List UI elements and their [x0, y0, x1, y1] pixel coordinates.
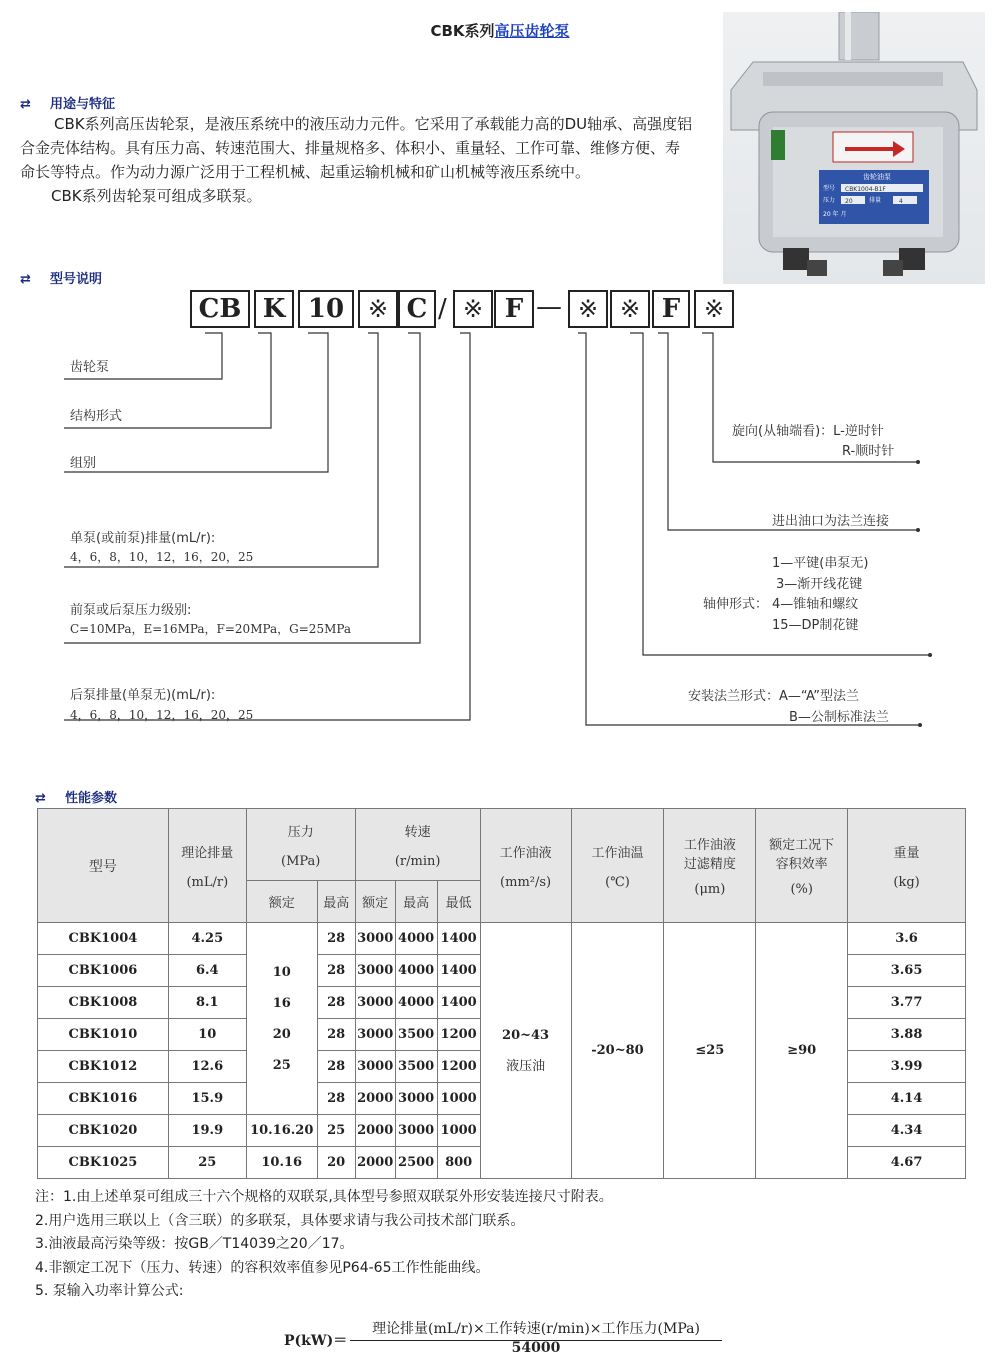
cell-weight: 3.6 — [848, 923, 966, 955]
code-box-sym-2: ※ — [453, 290, 493, 328]
cell-speed-rated: 3000 — [355, 1051, 395, 1083]
formula-lhs: P(kW)＝ — [284, 1333, 348, 1349]
cell-model: CBK1020 — [38, 1115, 169, 1147]
formula-denominator: 54000 — [511, 1340, 561, 1356]
code-box-sym-1: ※ — [358, 290, 398, 328]
note-5: 5. 泵输入功率计算公式: — [35, 1283, 184, 1299]
th-speed: 转速 (r/min) — [355, 809, 480, 881]
cell-model: CBK1008 — [38, 987, 169, 1019]
code-box-k: K — [254, 290, 294, 328]
th-temp: 工作油温 (℃) — [571, 809, 664, 923]
usage-line-2: 合金壳体结构。具有压力高、转速范围大、排量规格多、体积小、重量轻、工作可靠、维修方便、寿 — [20, 139, 681, 157]
cell-model: CBK1016 — [38, 1083, 169, 1115]
photo-model-value: CBK1004-B1F — [845, 186, 886, 193]
cell-model: CBK1010 — [38, 1019, 169, 1051]
cell-pmax: 28 — [317, 1019, 355, 1051]
photo-disp-value: 4 — [899, 198, 903, 205]
label-flange-2: B—公制标准法兰 — [789, 710, 889, 725]
usage-line-1: CBK系列高压齿轮泵，是液压系统中的液压动力元件。它采用了承载能力高的DU轴承、高强度铝 — [54, 115, 693, 133]
cell-rated-pressure: 10.16 — [246, 1147, 317, 1179]
photo-p-value: 20 — [845, 198, 853, 205]
th-filter: 工作油液 过滤精度 (μm) — [664, 809, 756, 923]
label-rotation-2: R-顺时针 — [842, 444, 895, 459]
cell-disp: 4.25 — [168, 923, 246, 955]
label-rear-disp: 后泵排量(单泵无)(mL/r): — [70, 688, 216, 703]
cell-speed-rated: 2000 — [355, 1147, 395, 1179]
label-shaft-4: 15—DP制花键 — [772, 618, 859, 633]
note-2: 2.用户选用三联以上（含三联）的多联泵，具体要求请与我公司技术部门联系。 — [35, 1212, 525, 1229]
cell-disp: 25 — [168, 1147, 246, 1179]
cell-pmax: 28 — [317, 1083, 355, 1115]
table-row — [38, 923, 966, 955]
cell-speed-min: 1000 — [437, 1115, 480, 1147]
cell-speed-max: 3500 — [395, 1019, 437, 1051]
cell-speed-min: 1200 — [437, 1019, 480, 1051]
cell-weight: 3.77 — [848, 987, 966, 1019]
cell-filter: ≤25 — [664, 923, 756, 1179]
cell-weight: 4.67 — [848, 1147, 966, 1179]
label-rotation-1: 旋向(从轴端看)：L-逆时针 — [732, 424, 884, 439]
label-pressure-grade: 前泵或后泵压力级别: — [70, 603, 192, 618]
code-box-cb: CB — [190, 290, 250, 328]
th-speed-max: 最高 — [395, 881, 437, 923]
code-dash: — — [536, 292, 562, 322]
cell-disp: 8.1 — [168, 987, 246, 1019]
cell-rated-pressure-group: 10 16 20 25 — [246, 923, 317, 1115]
cell-model: CBK1004 — [38, 923, 169, 955]
cell-pmax: 28 — [317, 1051, 355, 1083]
photo-p-label: 压力 — [823, 197, 836, 204]
th-eff: 额定工况下 容积效率 (%) — [756, 809, 848, 923]
cell-speed-max: 2500 — [395, 1147, 437, 1179]
label-single-disp: 单泵(或前泵)排量(mL/r): — [70, 531, 216, 546]
th-model: 型号 — [38, 809, 169, 923]
label-shaft-3: 4—锥轴和螺纹 — [772, 597, 859, 612]
cell-speed-max: 4000 — [395, 987, 437, 1019]
code-slash: / — [438, 294, 447, 324]
formula-numerator: 理论排量(mL/r)×工作转速(r/min)×工作压力(MPa) — [350, 1318, 722, 1341]
th-oil: 工作油液 (mm²/s) — [480, 809, 571, 923]
note-1: 注：1.由上述单泵可组成三十六个规格的双联泵,具体型号参照双联泵外形安装连接尺寸附表。 — [35, 1189, 613, 1205]
label-single-disp-vals: 4，6，8，10，12，16，20，25 — [70, 550, 254, 564]
notes — [35, 1186, 613, 1304]
cell-disp: 12.6 — [168, 1051, 246, 1083]
cell-speed-max: 4000 — [395, 955, 437, 987]
cell-disp: 19.9 — [168, 1115, 246, 1147]
title-link[interactable]: 高压齿轮泵 — [494, 22, 570, 40]
label-structure: 结构形式 — [70, 409, 123, 424]
th-disp: 理论排量 (mL/r) — [168, 809, 246, 923]
cell-pmax: 28 — [317, 987, 355, 1019]
cell-speed-rated: 3000 — [355, 987, 395, 1019]
cell-speed-max: 4000 — [395, 923, 437, 955]
cell-weight: 4.14 — [848, 1083, 966, 1115]
cell-disp: 15.9 — [168, 1083, 246, 1115]
performance-table — [37, 808, 966, 1179]
cell-disp: 6.4 — [168, 955, 246, 987]
cell-model: CBK1006 — [38, 955, 169, 987]
cell-speed-rated: 2000 — [355, 1083, 395, 1115]
cell-weight: 3.99 — [848, 1051, 966, 1083]
cell-disp: 10 — [168, 1019, 246, 1051]
model-heading-text: 型号说明 — [50, 272, 103, 287]
label-port: 进出油口为法兰连接 — [772, 514, 890, 529]
usage-line-4: CBK系列齿轮泵可组成多联泵。 — [51, 187, 262, 205]
label-rear-disp-vals: 4，6，8，10，12，16，20，25 — [70, 708, 254, 722]
cell-weight: 4.34 — [848, 1115, 966, 1147]
cell-model: CBK1025 — [38, 1147, 169, 1179]
cell-rated-pressure: 10.16.20 — [246, 1115, 317, 1147]
title-prefix: CBK系列 — [430, 22, 495, 40]
code-box-sym-4: ※ — [610, 290, 650, 328]
label-gear-pump: 齿轮泵 — [70, 360, 110, 375]
photo-disp-label: 排量 — [869, 197, 882, 204]
label-flange-1: 安装法兰形式：A—“A”型法兰 — [688, 689, 859, 704]
section-perf-heading — [35, 787, 117, 806]
cell-speed-min: 1200 — [437, 1051, 480, 1083]
photo-model-label: 型号 — [823, 185, 836, 192]
code-box-10: 10 — [298, 290, 354, 328]
cell-pmax: 20 — [317, 1147, 355, 1179]
label-shaft-1: 1—平键(串泵无) — [772, 556, 869, 571]
usage-line-3: 命长等特点。作为动力源广泛用于工程机械、起重运输机械和矿山机械等液压系统中。 — [20, 163, 591, 181]
cell-speed-min: 1400 — [437, 923, 480, 955]
note-4: 4.非额定工况下（压力、转速）的容积效率值参见P64-65工作性能曲线。 — [35, 1259, 490, 1276]
cell-pmax: 28 — [317, 955, 355, 987]
code-box-f2: F — [652, 290, 690, 328]
cell-speed-min: 1400 — [437, 987, 480, 1019]
cell-model: CBK1012 — [38, 1051, 169, 1083]
usage-heading-text: 用途与特征 — [50, 97, 116, 112]
note-3: 3.油液最高污染等级：按GB／T14039之20／17。 — [35, 1236, 354, 1252]
code-box-f1: F — [494, 290, 534, 328]
cell-speed-min: 1000 — [437, 1083, 480, 1115]
label-shaft-2: 3—渐开线花键 — [776, 577, 863, 592]
th-speed-min: 最低 — [437, 881, 480, 923]
th-pressure-max: 最高 — [317, 881, 355, 923]
cell-weight: 3.88 — [848, 1019, 966, 1051]
th-pressure-rated: 额定 — [246, 881, 317, 923]
cell-speed-min: 1400 — [437, 955, 480, 987]
cell-speed-max: 3000 — [395, 1083, 437, 1115]
cell-weight: 3.65 — [848, 955, 966, 987]
cell-speed-min: 800 — [437, 1147, 480, 1179]
handshake-icon: ⇄ — [20, 97, 31, 112]
th-weight: 重量 (kg) — [848, 809, 966, 923]
cell-oil: 20~43 液压油 — [480, 923, 571, 1179]
handshake-icon: ⇄ — [35, 791, 46, 806]
label-shaft-title: 轴伸形式： — [703, 597, 769, 612]
cell-speed-rated: 2000 — [355, 1115, 395, 1147]
cell-temp: -20~80 — [571, 923, 664, 1179]
photo-date-label: 20 年 月 — [823, 211, 847, 218]
cell-pmax: 28 — [317, 923, 355, 955]
code-box-c: C — [398, 290, 436, 328]
cell-speed-rated: 3000 — [355, 955, 395, 987]
code-box-sym-5: ※ — [694, 290, 734, 328]
th-speed-rated: 额定 — [355, 881, 395, 923]
perf-heading-text: 性能参数 — [65, 791, 118, 806]
cell-pmax: 25 — [317, 1115, 355, 1147]
handshake-icon: ⇄ — [20, 272, 31, 287]
code-box-sym-3: ※ — [568, 290, 608, 328]
photo-label-top: 齿轮油泵 — [863, 173, 891, 181]
th-pressure: 压力 (MPa) — [246, 809, 355, 881]
cell-speed-max: 3500 — [395, 1051, 437, 1083]
cell-eff: ≥90 — [756, 923, 848, 1179]
cell-speed-rated: 3000 — [355, 1019, 395, 1051]
cell-speed-rated: 3000 — [355, 923, 395, 955]
label-group: 组别 — [70, 456, 97, 471]
label-pressure-vals: C=10MPa，E=16MPa，F=20MPa，G=25MPa — [70, 622, 352, 636]
cell-speed-max: 3000 — [395, 1115, 437, 1147]
